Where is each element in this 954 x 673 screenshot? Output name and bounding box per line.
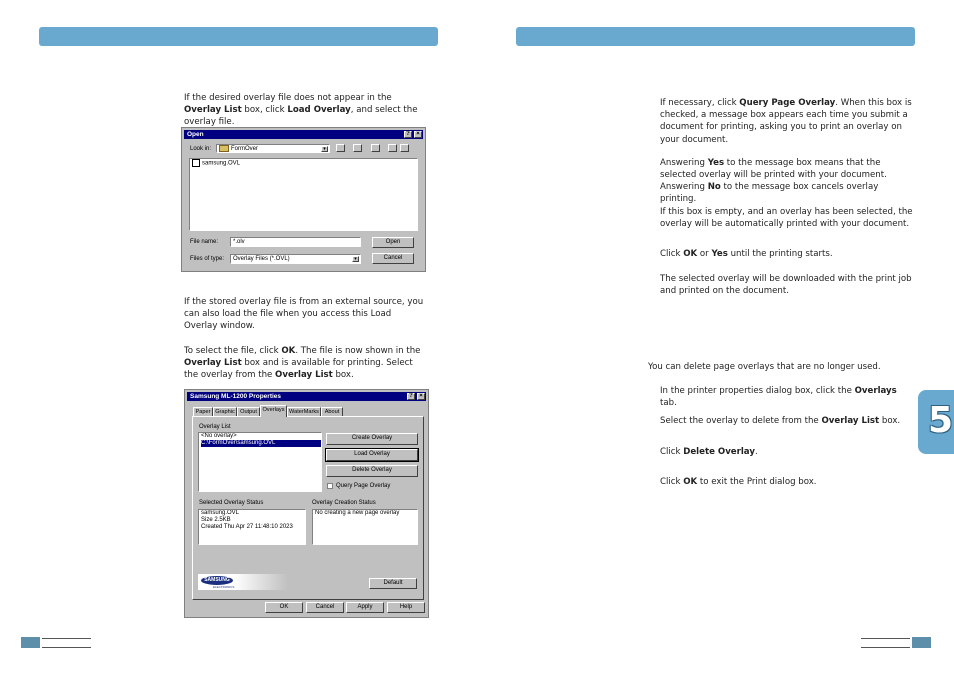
- right-header-bar: [516, 27, 915, 46]
- cancel-button[interactable]: Cancel: [372, 253, 414, 264]
- left-para-2: If the stored overlay file is from an external source, you can also load the file when you access this Load Overlay window.: [184, 297, 424, 332]
- right-footer-line: [861, 647, 910, 648]
- list-item[interactable]: <No overlay>: [201, 433, 237, 439]
- tab-watermarks[interactable]: WaterMarks: [287, 407, 321, 416]
- file-name-input[interactable]: *.olv: [230, 237, 361, 247]
- close-icon[interactable]: ×: [417, 393, 425, 400]
- load-overlay-button[interactable]: Load Overlay: [326, 449, 418, 461]
- new-folder-icon[interactable]: [371, 144, 380, 152]
- query-page-overlay-checkbox[interactable]: [327, 483, 333, 489]
- help-icon[interactable]: ?: [407, 393, 415, 400]
- left-para-3: To select the file, click OK. The file is now shown in the Overlay List box and is available for printing. Select the overlay from the Overlay List box.: [184, 346, 421, 381]
- details-view-icon[interactable]: [400, 144, 409, 152]
- ok-button[interactable]: OK: [265, 602, 303, 613]
- open-dialog-title: Open: [187, 131, 204, 138]
- chevron-down-icon[interactable]: ▾: [321, 146, 328, 152]
- properties-dialog: [184, 389, 429, 618]
- right-para-1: If necessary, click Query Page Overlay. When this box is checked, a message box appears each time you submit a document for printing, asking you to print an overlay on your document.: [660, 98, 912, 145]
- tab-paper[interactable]: Paper: [193, 407, 213, 416]
- selected-status-box: [198, 509, 306, 545]
- tab-graphic[interactable]: Graphic: [213, 407, 237, 416]
- properties-title: Samsung ML-1200 Properties: [190, 393, 282, 400]
- logo-subtext: ELECTRONICS: [213, 585, 235, 589]
- tab-output[interactable]: Output: [237, 407, 260, 416]
- creation-status-box: No creating a new page overlay: [312, 509, 418, 545]
- status-line: Created Thu Apr 27 11:48:10 2023: [201, 524, 293, 530]
- delete-step-1: In the printer properties dialog box, click the Overlays tab.: [660, 386, 897, 409]
- delete-overlay-button[interactable]: Delete Overlay: [326, 465, 418, 477]
- files-type-select[interactable]: Overlay Files (*.OVL) ▾: [230, 254, 361, 264]
- right-para-2a: Answering Yes to the message box means that the selected overlay will be printed with your document.: [660, 158, 887, 181]
- create-overlay-button[interactable]: Create Overlay: [326, 433, 418, 445]
- file-name-label: File name:: [190, 239, 219, 245]
- delete-step-4: Click OK to exit the Print dialog box.: [660, 477, 817, 487]
- left-header-bar: [39, 27, 438, 46]
- left-footer-line: [42, 647, 91, 648]
- help-button[interactable]: Help: [387, 602, 425, 613]
- default-button[interactable]: Default: [369, 578, 417, 589]
- chapter-tab: [918, 390, 954, 454]
- chevron-down-icon[interactable]: ▾: [352, 256, 359, 262]
- left-footer-block: [21, 637, 40, 648]
- list-item[interactable]: C:\FormOver\samsung.OVL: [201, 440, 321, 447]
- tab-overlays[interactable]: Overlays: [260, 405, 287, 417]
- files-type-label: Files of type:: [190, 256, 225, 262]
- properties-title-bar: [187, 392, 426, 401]
- creation-status-label: Overlay Creation Status: [312, 500, 376, 506]
- look-in-label: Look in:: [190, 146, 212, 152]
- delete-intro: You can delete page overlays that are no longer used.: [648, 362, 881, 372]
- close-icon[interactable]: ×: [414, 131, 422, 138]
- list-view-icon[interactable]: [388, 144, 397, 152]
- right-para-4: Click OK or Yes until the printing starts.: [660, 249, 833, 259]
- right-footer-line: [861, 638, 910, 639]
- delete-step-2: Select the overlay to delete from the Overlay List box.: [660, 416, 901, 426]
- left-para-1: If the desired overlay file does not appear in the Overlay List box, click Load Overlay, and select the overlay file.: [184, 93, 418, 128]
- right-para-2b: Answering No to the message box cancels overlay printing.: [660, 182, 879, 205]
- desktop-icon[interactable]: [353, 144, 362, 152]
- open-button[interactable]: Open: [372, 237, 414, 248]
- apply-button[interactable]: Apply: [346, 602, 384, 613]
- look-in-select[interactable]: FormOver ▾: [216, 144, 330, 153]
- open-dialog: [181, 127, 426, 272]
- right-footer-block: [912, 637, 931, 648]
- samsung-logo: [198, 574, 288, 590]
- logo-mark: SAMSUNG: [201, 576, 233, 585]
- file-list[interactable]: [189, 158, 418, 231]
- selected-status-label: Selected Overlay Status: [199, 500, 264, 506]
- right-para-3: If this box is empty, and an overlay has been selected, the overlay will be automatically printed with your document.: [660, 207, 913, 230]
- list-item[interactable]: samsung.OVL: [192, 159, 417, 168]
- up-folder-icon[interactable]: [336, 144, 345, 152]
- folder-icon: [219, 145, 229, 152]
- chapter-number: 5: [928, 400, 954, 441]
- overlay-list-label: Overlay List: [199, 424, 231, 430]
- query-page-overlay-label: Query Page Overlay: [336, 483, 391, 489]
- help-icon[interactable]: ?: [404, 131, 412, 138]
- status-line: samsung.OVL: [201, 510, 240, 516]
- tab-about[interactable]: About: [321, 407, 343, 416]
- open-dialog-title-bar: [184, 130, 423, 139]
- file-icon: [192, 159, 200, 167]
- overlay-list[interactable]: [198, 432, 322, 492]
- cancel-button[interactable]: Cancel: [306, 602, 344, 613]
- status-line: Size 2.5KB: [201, 517, 231, 523]
- right-para-5: The selected overlay will be downloaded with the print job and printed on the document.: [660, 274, 912, 297]
- delete-step-3: Click Delete Overlay.: [660, 447, 758, 457]
- left-footer-line: [42, 638, 91, 639]
